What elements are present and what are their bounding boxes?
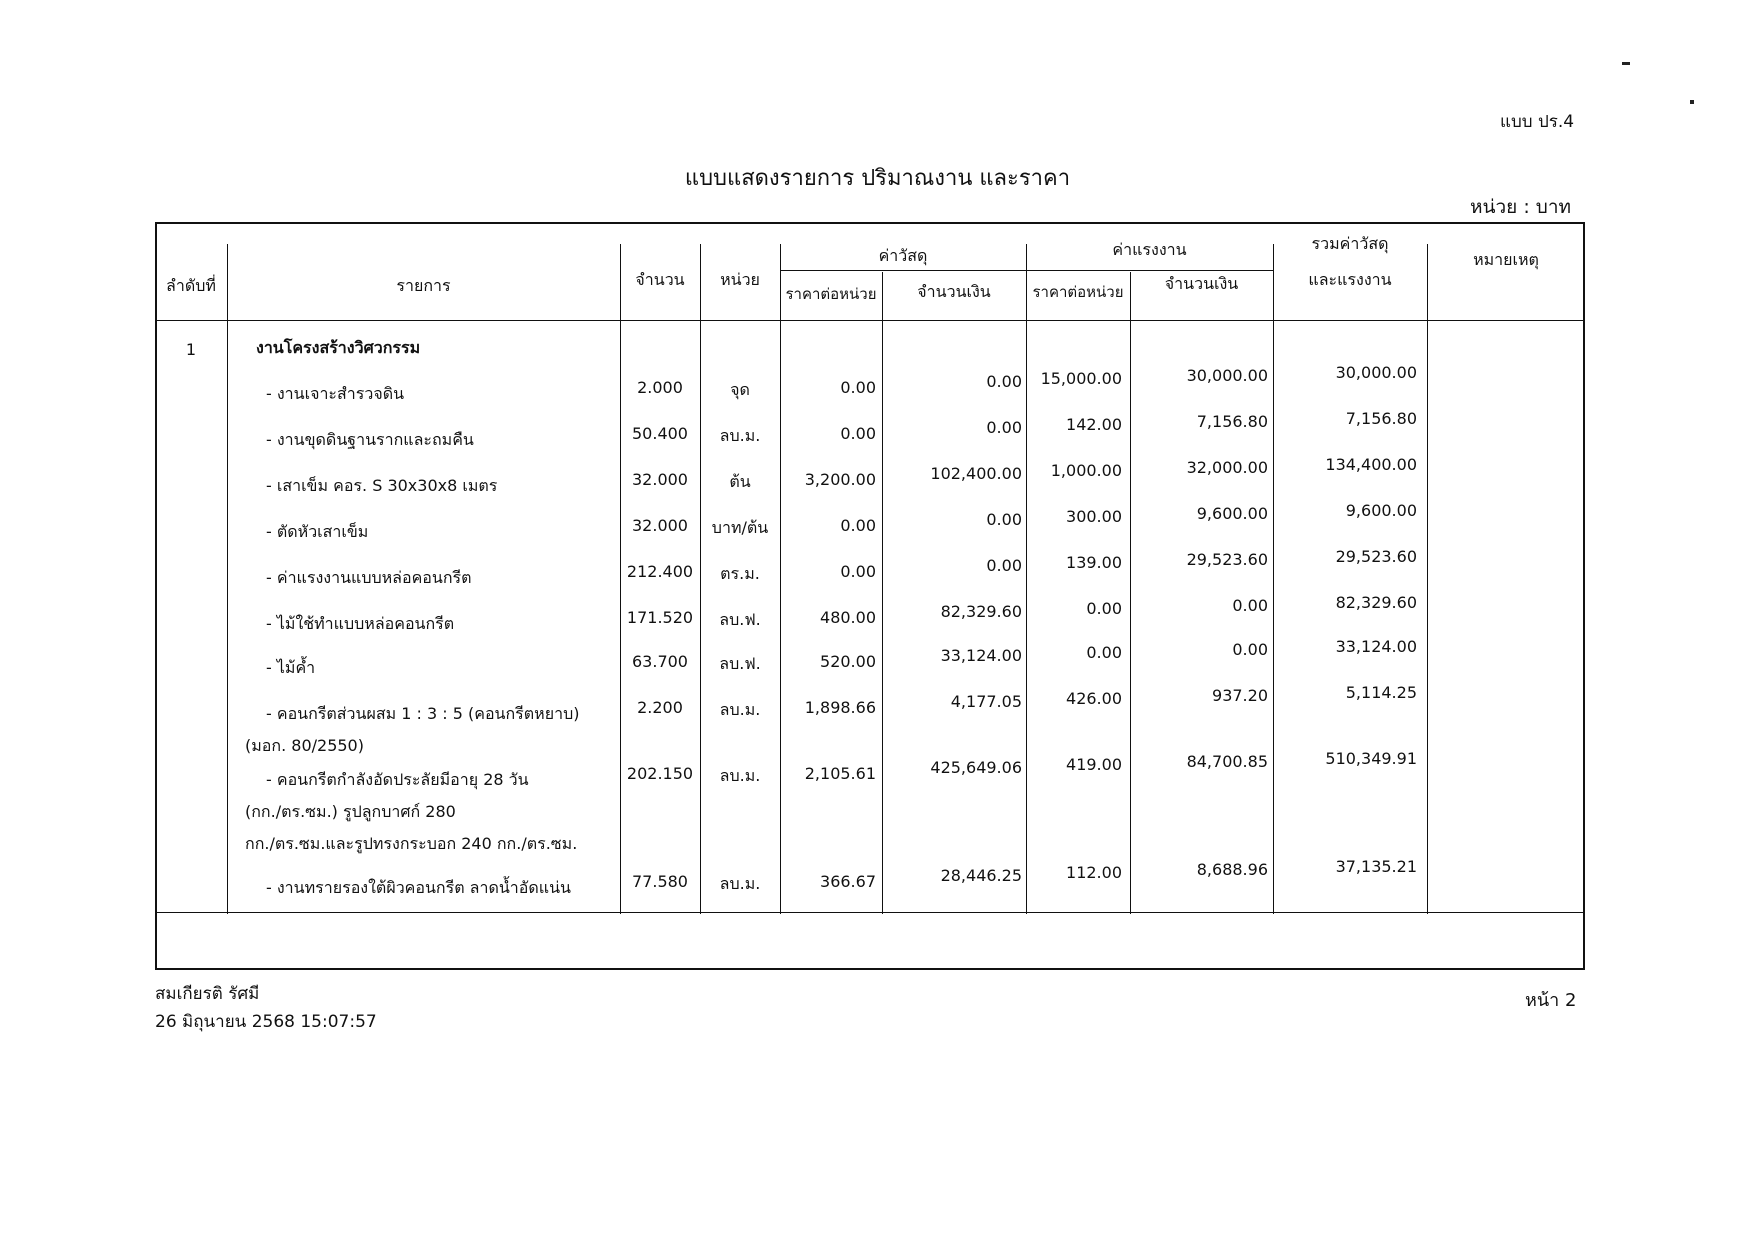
item-description: - คอนกรีตกำลังอัดประลัยมีอายุ 28 วัน xyxy=(266,770,529,789)
unit-cell: ลบ.ฟ. xyxy=(719,610,761,629)
labor-unit-price-cell: 1,000.00 xyxy=(1050,461,1122,480)
material-amount-cell: 0.00 xyxy=(986,556,1022,575)
material-amount-cell: 0.00 xyxy=(986,510,1022,529)
total-cell: 9,600.00 xyxy=(1345,501,1417,520)
header-total-line1: รวมค่าวัสดุ xyxy=(1311,234,1389,253)
signer-name: สมเกียรติ รัศมี xyxy=(155,984,260,1004)
total-cell: 30,000.00 xyxy=(1335,363,1417,382)
total-cell: 134,400.00 xyxy=(1325,455,1417,474)
labor-amount-cell: 32,000.00 xyxy=(1186,458,1268,477)
item-description: - ค่าแรงงานแบบหล่อคอนกรีต xyxy=(266,568,472,587)
labor-amount-cell: 8,688.96 xyxy=(1196,860,1268,879)
qty-cell: 32.000 xyxy=(632,470,688,489)
qty-cell: 212.400 xyxy=(626,562,694,581)
material-amount-cell: 0.00 xyxy=(986,372,1022,391)
col-divider xyxy=(227,244,228,914)
labor-amount-cell: 29,523.60 xyxy=(1186,550,1268,569)
col-divider xyxy=(882,272,883,914)
labor-amount-cell: 0.00 xyxy=(1232,596,1268,615)
labor-amount-cell: 30,000.00 xyxy=(1186,366,1268,385)
header-item: รายการ xyxy=(396,276,451,295)
item-description-continued: (กก./ตร.ซม.) รูปลูกบาศก์ 280 xyxy=(245,802,456,821)
qty-cell: 50.400 xyxy=(632,424,688,443)
header-material-unit-price: ราคาต่อหน่วย xyxy=(785,285,877,303)
item-description: - ตัดหัวเสาเข็ม xyxy=(266,522,369,541)
material-amount-cell: 425,649.06 xyxy=(930,758,1022,777)
section-label: งานโครงสร้างวิศวกรรม xyxy=(256,338,421,357)
unit-cell: ตร.ม. xyxy=(720,564,760,583)
subheader-line xyxy=(780,270,1273,271)
labor-unit-price-cell: 0.00 xyxy=(1086,643,1122,662)
scan-speck xyxy=(1690,100,1694,104)
qty-cell: 171.520 xyxy=(626,608,694,627)
header-bottom-line xyxy=(155,320,1585,321)
unit-cell: ลบ.ฟ. xyxy=(719,654,761,673)
qty-cell: 32.000 xyxy=(632,516,688,535)
item-description: - งานทรายรองใต้ผิวคอนกรีต ลาดน้ำอัดแน่น xyxy=(266,878,571,897)
material-unit-price-cell: 480.00 xyxy=(820,608,876,627)
item-description-continued: กก./ตร.ซม.และรูปทรงกระบอก 240 กก./ตร.ซม. xyxy=(245,834,578,853)
body-bottom-line xyxy=(155,912,1585,913)
qty-cell: 77.580 xyxy=(632,872,688,891)
total-cell: 510,349.91 xyxy=(1325,749,1417,768)
header-material-amount: จำนวนเงิน xyxy=(917,282,991,301)
total-cell: 82,329.60 xyxy=(1335,593,1417,612)
material-amount-cell: 0.00 xyxy=(986,418,1022,437)
material-amount-cell: 102,400.00 xyxy=(930,464,1022,483)
material-unit-price-cell: 366.67 xyxy=(820,872,876,891)
total-cell: 37,135.21 xyxy=(1335,857,1417,876)
material-amount-cell: 33,124.00 xyxy=(940,646,1022,665)
labor-unit-price-cell: 426.00 xyxy=(1066,689,1122,708)
col-divider xyxy=(1026,244,1027,914)
total-cell: 5,114.25 xyxy=(1345,683,1417,702)
unit-cell: ลบ.ม. xyxy=(719,700,761,719)
material-unit-price-cell: 0.00 xyxy=(840,378,876,397)
labor-unit-price-cell: 0.00 xyxy=(1086,599,1122,618)
material-amount-cell: 4,177.05 xyxy=(950,692,1022,711)
labor-unit-price-cell: 419.00 xyxy=(1066,755,1122,774)
qty-cell: 2.200 xyxy=(637,698,683,717)
header-material: ค่าวัสดุ xyxy=(878,246,928,265)
header-labor-unit-price: ราคาต่อหน่วย xyxy=(1032,283,1124,301)
header-unit: หน่วย xyxy=(720,270,760,289)
header-seq: ลำดับที่ xyxy=(166,276,216,295)
material-unit-price-cell: 1,898.66 xyxy=(804,698,876,717)
labor-amount-cell: 0.00 xyxy=(1232,640,1268,659)
labor-amount-cell: 84,700.85 xyxy=(1186,752,1268,771)
labor-unit-price-cell: 142.00 xyxy=(1066,415,1122,434)
header-labor: ค่าแรงงาน xyxy=(1112,240,1187,259)
scan-speck xyxy=(1622,62,1630,65)
unit-cell: ลบ.ม. xyxy=(719,766,761,785)
page-number: หน้า 2 xyxy=(1525,990,1577,1011)
form-code: แบบ ปร.4 xyxy=(1500,112,1575,132)
document-title: แบบแสดงรายการ ปริมาณงาน และราคา xyxy=(684,166,1071,191)
section-seq: 1 xyxy=(185,340,197,359)
item-description: - ไม้ค้ำ xyxy=(266,658,316,677)
qty-cell: 2.000 xyxy=(637,378,683,397)
col-divider xyxy=(1273,244,1274,914)
total-cell: 7,156.80 xyxy=(1345,409,1417,428)
material-amount-cell: 82,329.60 xyxy=(940,602,1022,621)
item-description: - งานขุดดินฐานรากและถมคืน xyxy=(266,430,474,449)
labor-amount-cell: 9,600.00 xyxy=(1196,504,1268,523)
material-unit-price-cell: 0.00 xyxy=(840,516,876,535)
unit-label: หน่วย : บาท xyxy=(1470,196,1572,218)
col-divider xyxy=(1427,244,1428,914)
total-cell: 29,523.60 xyxy=(1335,547,1417,566)
labor-unit-price-cell: 15,000.00 xyxy=(1040,369,1122,388)
qty-cell: 202.150 xyxy=(626,764,694,783)
item-description: - งานเจาะสำรวจดิน xyxy=(266,384,405,403)
item-description: - คอนกรีตส่วนผสม 1 : 3 : 5 (คอนกรีตหยาบ) xyxy=(266,704,580,723)
labor-amount-cell: 7,156.80 xyxy=(1196,412,1268,431)
header-qty: จำนวน xyxy=(635,270,685,289)
unit-cell: ลบ.ม. xyxy=(719,426,761,445)
unit-cell: ต้น xyxy=(729,472,751,491)
unit-cell: บาท/ต้น xyxy=(711,518,769,537)
material-unit-price-cell: 2,105.61 xyxy=(804,764,876,783)
material-unit-price-cell: 3,200.00 xyxy=(804,470,876,489)
print-datetime: 26 มิถุนายน 2568 15:07:57 xyxy=(155,1012,377,1032)
material-unit-price-cell: 0.00 xyxy=(840,424,876,443)
material-unit-price-cell: 520.00 xyxy=(820,652,876,671)
item-description: - เสาเข็ม คอร. S 30x30x8 เมตร xyxy=(266,476,498,495)
labor-amount-cell: 937.20 xyxy=(1212,686,1268,705)
unit-cell: จุด xyxy=(730,380,750,399)
total-cell: 33,124.00 xyxy=(1335,637,1417,656)
material-unit-price-cell: 0.00 xyxy=(840,562,876,581)
material-amount-cell: 28,446.25 xyxy=(940,866,1022,885)
qty-cell: 63.700 xyxy=(632,652,688,671)
labor-unit-price-cell: 112.00 xyxy=(1066,863,1122,882)
item-description: - ไม้ใช้ทำแบบหล่อคอนกรีต xyxy=(266,614,455,633)
header-total-line2: และแรงงาน xyxy=(1308,270,1392,289)
labor-unit-price-cell: 300.00 xyxy=(1066,507,1122,526)
labor-unit-price-cell: 139.00 xyxy=(1066,553,1122,572)
header-remark: หมายเหตุ xyxy=(1473,250,1539,269)
unit-cell: ลบ.ม. xyxy=(719,874,761,893)
header-labor-amount: จำนวนเงิน xyxy=(1164,274,1239,293)
item-description-continued: (มอก. 80/2550) xyxy=(245,736,364,755)
